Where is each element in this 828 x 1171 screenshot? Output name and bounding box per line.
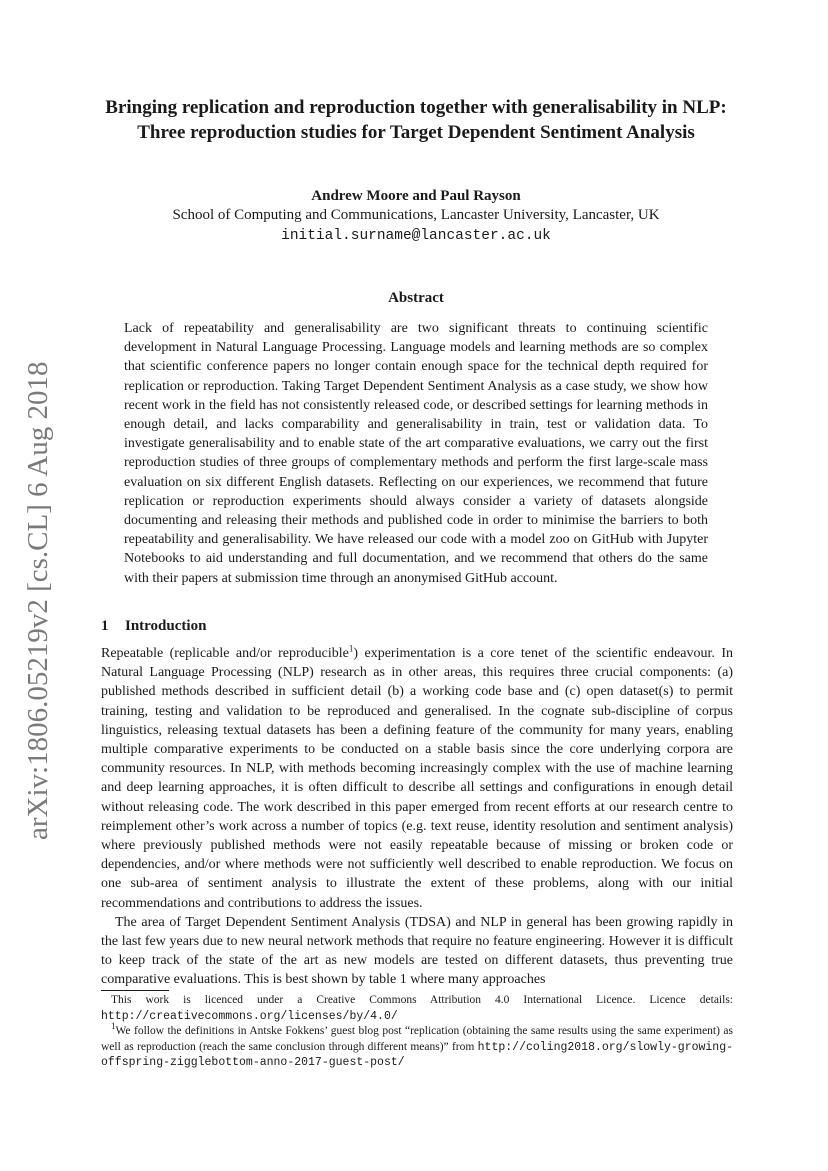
footnote-1-marker: 1 <box>111 1021 116 1032</box>
footnotes <box>101 993 733 1071</box>
introduction-body <box>101 644 733 990</box>
footnote-1 <box>101 1021 733 1071</box>
author-email: initial.surname@lancaster.ac.uk <box>281 228 551 244</box>
licence-footnote <box>101 993 733 1024</box>
footnote-divider <box>101 990 169 991</box>
introduction-paragraph-1 <box>101 644 733 913</box>
abstract-text: Lack of repeatability and generalisability are two significant threats to continuing scientific development in Natural Language Processing. Language models and learning methods are so complex that scientific conference papers no longer contain enough space for the technical depth required for replication or reproduction. Taking Target Dependent Sentiment Analysis as a case study, we show how recent work in the field has not consistently released code, or described settings for learning methods in enough detail, and lacks comparability and generalisability in train, test or validation data. To investigate generalisability and to enable state of the art comparative evaluations, we carry out the first reproduction studies of three groups of complementary methods and perform the first large-scale mass evaluation on six different English datasets. Reflecting on our experiences, we recommend that future replication or reproduction experiments should always consider a variety of datasets alongside documenting and releasing their methods and published code in order to minimise the barriers to both repeatability and generalisability. We have released our code with a model zoo on GitHub with Jupyter Notebooks to aid understanding and full documentation, and we recommend that others do the same with their papers at submission time through an anonymised GitHub account. <box>124 321 708 586</box>
arxiv-identifier: arXiv:1806.05219v2 [cs.CL] 6 Aug 2018 <box>22 361 54 840</box>
section-number: 1 <box>101 618 109 634</box>
paragraph-text: Repeatable (replicable and/or reproducible <box>101 646 349 661</box>
licence-url-link[interactable]: http://creativecommons.org/licenses/by/4.0/ <box>101 1009 398 1023</box>
section-title: Introduction <box>125 618 207 634</box>
introduction-paragraph-2: The area of Target Dependent Sentiment Analysis (TDSA) and NLP in general has been growing rapidly in the last few years due to new neural network methods that require no feature engineering. However it is difficult to keep track of the state of the art as new models are tested on different datasets, thus preventing true comparative evaluations. This is best shown by table 1 where many approaches <box>101 914 733 988</box>
paragraph-text: ) experimentation is a core tenet of the scientific endeavour. In Natural Language Processing (NLP) research as in other areas, this requires three crucial components: (a) published methods described in sufficient detail (b) a working code base and (c) open dataset(s) to permit training, testing and validation to be reproduced and generalised. In the cognate sub-discipline of corpus linguistics, releasing textual datasets has been a defining feature of the community for many years, enabling multiple comparative experiments to be conducted on a stable basis since the core underlying corpora are community resources. In NLP, with methods becoming increasingly complex with the use of machine learning and deep learning approaches, it is often difficult to describe all settings and configurations in enough detail without releasing code. The work described in this paper emerged from recent efforts at our research centre to reimplement other’s work across a number of topics (e.g. text reuse, identity resolution and sentiment analysis) where previously published methods were not easily repeatable because of missing or broken code or dependencies, and/or where methods were not sufficiently well described to enable reproduction. We focus on one sub-area of sentiment analysis to illustrate the extent of these problems, along with our initial recommendations and contributions to address the issues. <box>101 646 734 911</box>
paper-title: Bringing replication and reproduction together with generalisability in NLP: Three reproduction studies for Target Dependent Sentiment Analysis <box>105 97 727 143</box>
author-affiliation: School of Computing and Communications, Lancaster University, Lancaster, UK <box>172 207 660 223</box>
footnote-1-url-link[interactable]: http://coling2018.org/slowly-growing-offspring-zigglebottom-anno-2017-guest-post/ <box>101 1040 733 1070</box>
footnote-1-text: We follow the definitions in Antske Fokkens’ guest blog post “replication (obtaining the same results using the same experiment) as well as reproduction (reach the same conclusion through different means)” from <box>101 1025 733 1053</box>
section-heading-introduction <box>101 616 733 636</box>
footnote-marker: 1 <box>348 643 354 654</box>
abstract-heading: Abstract <box>388 290 444 306</box>
licence-text: This work is licenced under a Creative Commons Attribution 4.0 International Licence. Licence details: <box>111 994 733 1006</box>
paper-authors: Andrew Moore and Paul Rayson <box>311 188 521 204</box>
